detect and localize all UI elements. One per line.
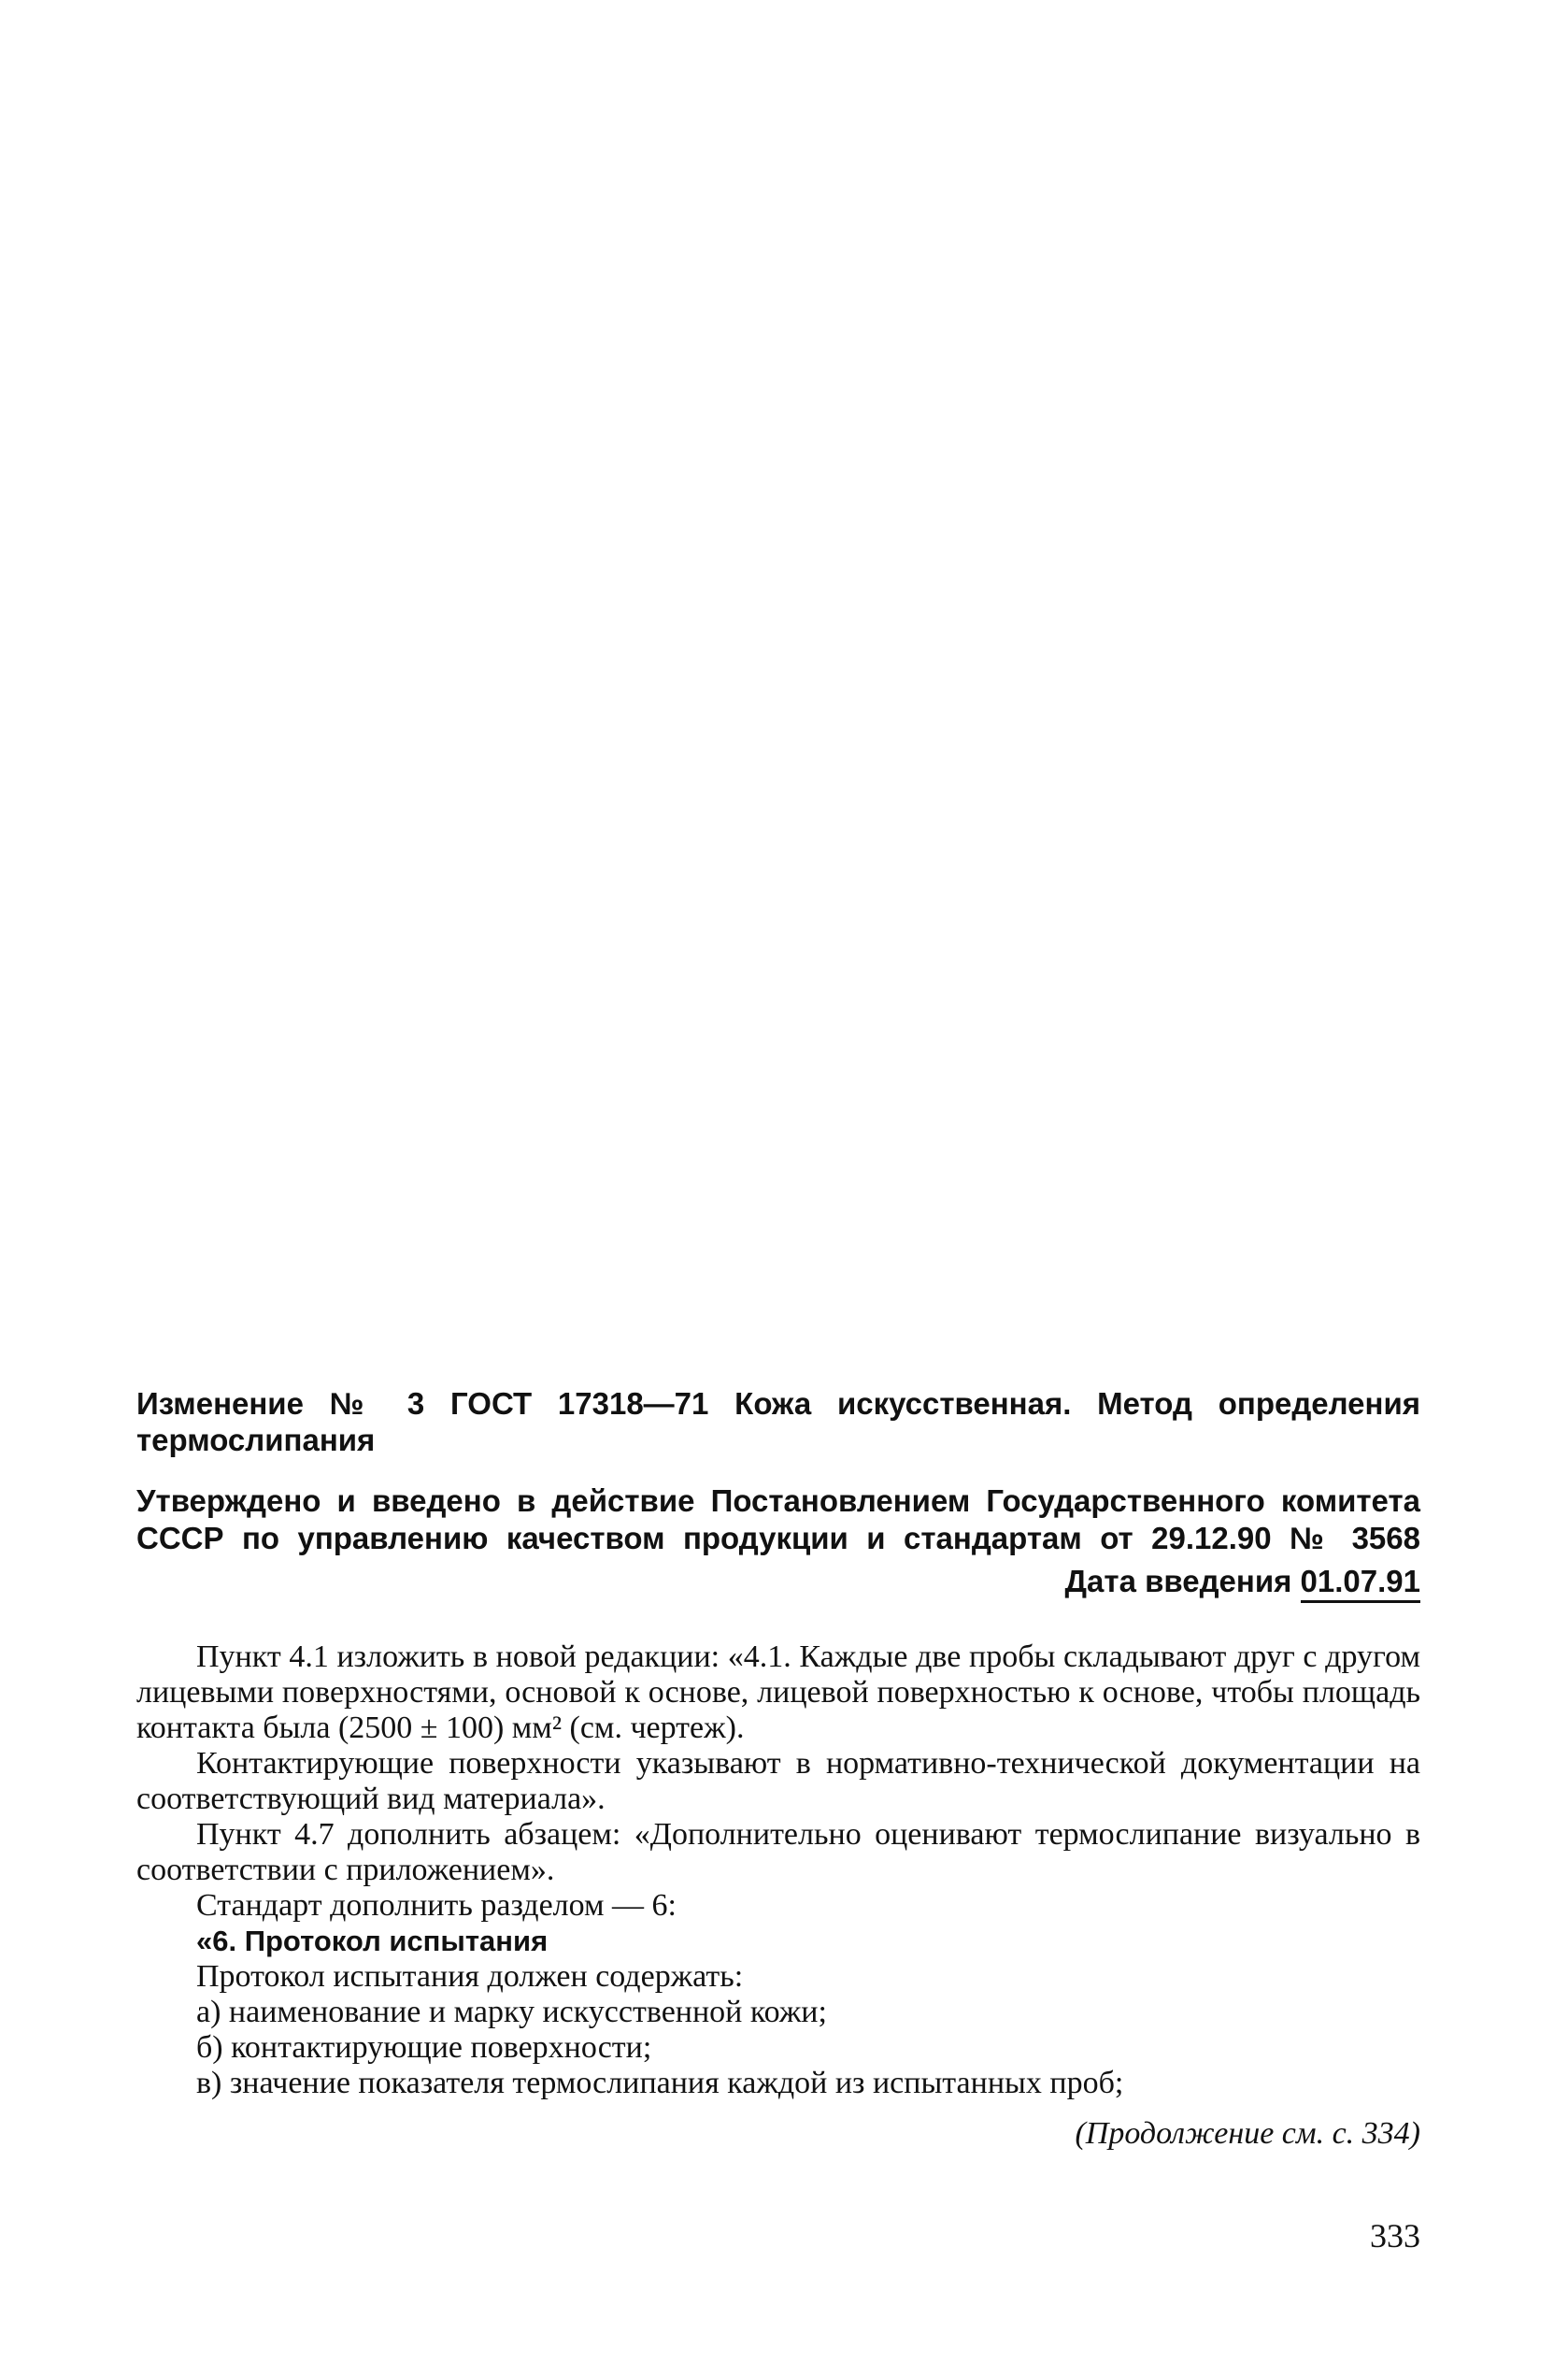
amendment-heading: Изменение № 3 ГОСТ 17318—71 Кожа искусственная. Метод определения термослипания bbox=[136, 1386, 1420, 1457]
paragraph: Контактирующие поверхности указывают в нормативно-технической документации на соответствующий вид материала». bbox=[136, 1746, 1420, 1816]
approval-statement: Утверждено и введено в действие Постановлением Государственного комитета СССР по управлению качеством продукции и стандартам от 29.12.90 № 3568 bbox=[136, 1483, 1420, 1555]
document-page bbox=[136, 1385, 1420, 2152]
introduction-date-label: Дата введения bbox=[1064, 1564, 1292, 1598]
paragraph: Пункт 4.1 изложить в новой редакции: «4.1. Каждые две пробы складывают друг с другом лицевыми поверхностями, основой к основе, лицевой поверхностью к основе, чтобы площадь контакта была (2500 ± 100) мм² (см. чертеж). bbox=[136, 1639, 1420, 1745]
paragraph: Пункт 4.7 дополнить абзацем: «Дополнительно оценивают термослипание визуально в соответствии с приложением». bbox=[136, 1817, 1420, 1887]
amendment-body bbox=[136, 1639, 1420, 2101]
list-item: б) контактирующие поверхности; bbox=[196, 2030, 652, 2065]
list-item: в) значение показателя термослипания каждой из испытанных проб; bbox=[196, 2066, 1124, 2100]
paragraph: Стандарт дополнить разделом — 6: bbox=[196, 1888, 677, 1923]
introduction-date-value: 01.07.91 bbox=[1301, 1564, 1420, 1603]
page-number: 333 bbox=[1370, 2217, 1420, 2255]
section-title: «6. Протокол испытания bbox=[196, 1925, 549, 1957]
protocol-intro: Протокол испытания должен содержать: bbox=[196, 1959, 744, 1994]
introduction-date bbox=[136, 1563, 1420, 1600]
list-item: а) наименование и марку искусственной кожи; bbox=[196, 1995, 827, 2029]
continuation-note: (Продолжение см. с. 334) bbox=[1075, 2116, 1420, 2151]
